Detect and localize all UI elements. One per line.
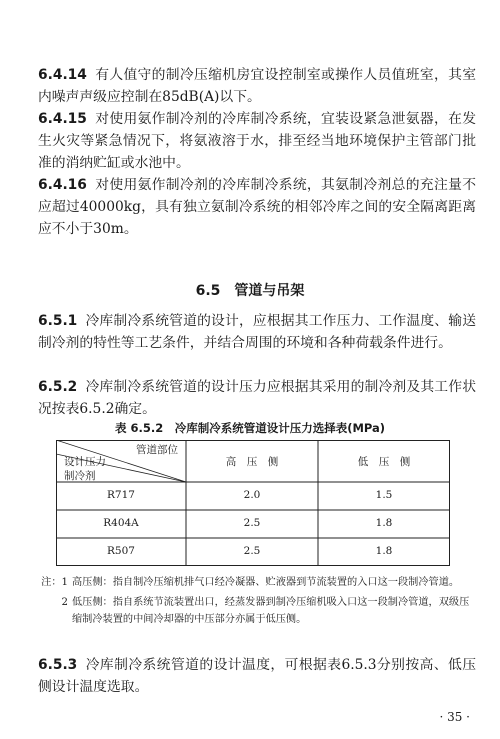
- clause-number: 6.5.1: [38, 313, 78, 329]
- cell-high: 2.0: [243, 489, 261, 501]
- note-1: [38, 574, 472, 591]
- clause-6-4-14: [38, 64, 476, 108]
- clause-6-5-1: [38, 310, 476, 354]
- clause-number: 6.4.16: [38, 177, 87, 193]
- corner-label-bottom: 制冷剂: [64, 470, 96, 482]
- clause-6-5-3: [38, 654, 476, 698]
- clause-number: 6.4.15: [38, 111, 87, 127]
- clause-text: 对使用氨作制冷剂的冷库制冷系统，宜装设紧急泄氨器，在发生火灾等紧急情况下，将氨液溶于水，排至经当地环境保护主管部门批准的消纳贮缸或水池中。: [38, 111, 476, 171]
- cell-low: 1.8: [375, 545, 393, 557]
- cell-high: 2.5: [243, 545, 261, 557]
- cell-high: 2.5: [243, 517, 261, 529]
- clause-text: 冷库制冷系统管道的设计压力应根据其采用的制冷剂及其工作状况按表6.5.2确定。: [38, 379, 476, 417]
- page-number: · 35 ·: [439, 710, 470, 724]
- clause-text: 冷库制冷系统管道的设计，应根据其工作压力、工作温度、输送制冷剂的特性等工艺条件，并结合周围的环境和各种荷载条件进行。: [38, 313, 476, 351]
- clause-text: 对使用氨作制冷剂的冷库制冷系统，其氨制冷剂总的充注量不应超过40000kg，具有独立氨制冷系统的相邻冷库之间的安全隔离距离应不小于30m。: [38, 177, 476, 237]
- cell-refrigerant: R404A: [103, 517, 139, 529]
- cell-low: 1.8: [375, 517, 393, 529]
- header-high-pressure: 高 压 侧: [225, 456, 279, 468]
- note-label: 注：1: [41, 577, 68, 588]
- clause-6-5-2: [38, 376, 476, 420]
- note-label: 2: [61, 597, 68, 608]
- clause-text: 有人值守的制冷压缩机房宜设控制室或操作人员值班室，其室内噪声声级应控制在85dB(A)以下。: [38, 67, 476, 105]
- note-text: 高压侧：指自制冷压缩机排气口经冷凝器、贮液器到节流装置的入口这一段制冷管道。: [72, 577, 460, 588]
- clause-6-4-15: [38, 108, 476, 174]
- corner-label-top: 管道部位: [136, 444, 178, 456]
- table-notes: [38, 574, 472, 628]
- clause-number: 6.5.3: [38, 657, 78, 673]
- section-number: 6.5: [195, 283, 221, 299]
- section-heading: [0, 280, 500, 300]
- cell-refrigerant: R717: [107, 489, 135, 501]
- clause-number: 6.5.2: [38, 379, 78, 395]
- cell-refrigerant: R507: [107, 545, 135, 557]
- header-low-pressure: 低 压 侧: [357, 456, 411, 468]
- design-pressure-table: [56, 440, 450, 566]
- section-title: 管道与吊架: [234, 283, 305, 299]
- clause-number: 6.4.14: [38, 67, 87, 83]
- note-text: 低压侧：指自系统节流装置出口，经蒸发器到制冷压缩机吸入口这一段制冷管道，双级压缩制冷装置的中间冷却器的中压部分亦属于低压侧。: [72, 597, 470, 625]
- clause-text: 冷库制冷系统管道的设计温度，可根据表6.5.3分别按高、低压侧设计温度选取。: [38, 657, 476, 695]
- note-2: [38, 594, 472, 628]
- cell-low: 1.5: [375, 489, 393, 501]
- table-caption: 表 6.5.2 冷库制冷系统管道设计压力选择表(MPa): [114, 421, 386, 435]
- clause-6-4-16: [38, 174, 476, 240]
- corner-label-mid: 设计压力: [64, 456, 106, 468]
